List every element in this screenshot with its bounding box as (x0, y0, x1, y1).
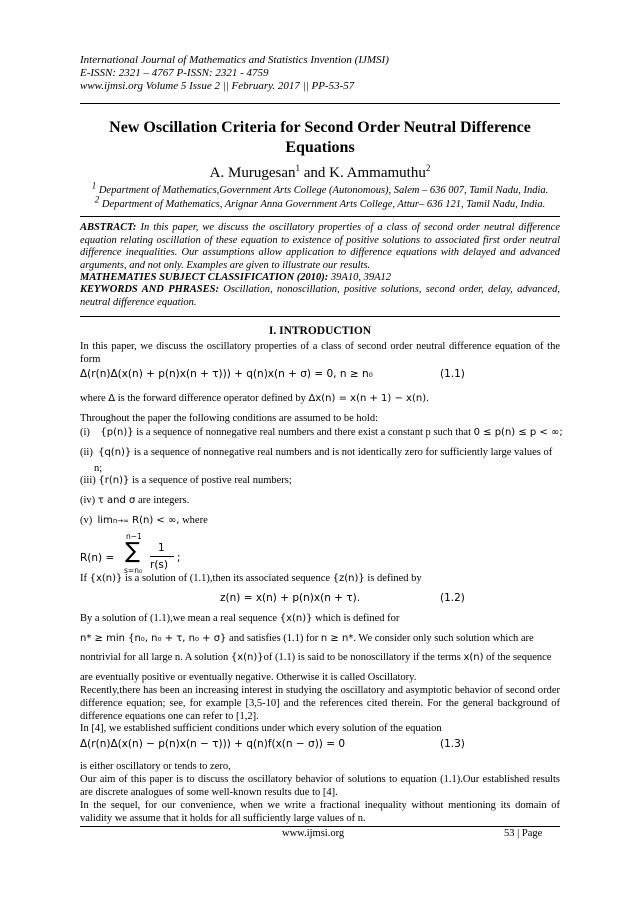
author-2-mark: 2 (425, 163, 431, 173)
abstract (80, 222, 560, 272)
author-2: and K. Ammamuthu (300, 165, 426, 181)
paper-title (80, 118, 560, 158)
sum-sign: ∑ (125, 539, 140, 564)
aim-paragraph: Our aim of this paper is to discuss the oscillatory behavior of solutions to equation (1.1).Our established results are discrete analogues of some well-known results due to [4]. (80, 774, 560, 798)
section-heading: I. INTRODUCTION (268, 325, 372, 337)
subject-classification: MATHEMATIES SUBJECT CLASSIFICATION (2010): 39A10, 39A12 (80, 272, 391, 283)
equation-1-2: z(n) = x(n) + p(n)x(n + τ). (220, 592, 361, 604)
abstract-text: In this paper, we discuss the oscillatory properties of a class of second order neutral difference equation relating oscillation of these equation to existence of positive solutions to associated first order neutral difference inequalities. Our assumptions allow application to difference equations with delayed and advanced arguments, and not only. Examples are given to illustrate our results. (80, 222, 560, 271)
keywords: KEYWORDS AND PHRASES: Oscillation, nonoscillation, positive solutions, second order, delay, advanced, neutral difference equation. (80, 284, 560, 308)
abstract-bottom-rule (80, 316, 560, 317)
fraction-numerator: 1 (158, 542, 165, 554)
journal-header (80, 54, 389, 93)
intro-paragraph: In this paper, we discuss the oscillatory properties of a class of second order neutral difference equation of the form (80, 341, 560, 365)
condition-iii: (iii) {r(n)} is a sequence of postive real numbers; (80, 475, 292, 486)
equation-1-3: Δ(r(n)Δ(x(n) − p(n)x(n − τ))) + q(n)f(x(n − σ)) = 0 (80, 738, 346, 750)
background-paragraph: Recently,there has been an increasing interest in studying the oscillatory and asymptotic behavior of second order difference equation; see, for example [3,5-10] and the references cited therein. For the general background of difference equations one can refer to [1,2]. (80, 685, 560, 722)
condition-iv: (iv) τ and σ are integers. (80, 495, 190, 506)
convention-paragraph: In the sequel, for our convenience, when we write a fractional inequality without mentioning its domain of validity we assume that it holds for all sufficiently large values of n. (80, 800, 560, 824)
prior-work-sentence: In [4], we established sufficient conditions under which every solution of the equation (80, 723, 442, 734)
condition-ii: (ii) {q(n)} is a sequence of nonnegative real numbers and is not identically zero for sufficiently large values of (80, 447, 553, 458)
equation-1-1: Δ(r(n)Δ(x(n) + p(n)x(n + τ))) + q(n)x(n + σ) = 0, n ≥ n₀ (80, 368, 373, 380)
affiliation-2: $^2$ Department of Mathematics, Arignar Anna Government Arts College, Attur– 636 121, Tamil Nadu, India. (94, 194, 546, 210)
journal-volume: www.ijmsi.org Volume 5 Issue 2 || February. 2017 || PP-53-57 (80, 80, 355, 92)
header-rule (80, 103, 560, 104)
abstract-top-rule (80, 216, 560, 217)
page-number: 53 | Page (504, 828, 543, 839)
condition-v: (v) limn→∞ R(n) < ∞, where (80, 515, 208, 526)
sum-lower: s=n₀ (124, 566, 142, 575)
title-line-2: Equations (285, 139, 355, 156)
conditions-intro: Throughout the paper the following conditions are assumed to be hold: (80, 413, 379, 424)
footer-rule (80, 826, 560, 827)
oscillatory-definition: are eventually positive or eventually negative. Otherwise it is called Oscillatory. (80, 672, 417, 683)
r-n-semicolon: ; (177, 552, 181, 564)
fraction-denominator: r(s) (150, 559, 168, 571)
difference-operator-definition: where Δ is the forward difference operator defined by Δx(n) = x(n + 1) − x(n). (80, 393, 429, 404)
r-n-lhs: R(n) = (80, 552, 115, 564)
author-1-mark: 1 (295, 163, 300, 173)
fraction-bar (150, 556, 174, 557)
oscillatory-or-zero-sentence: is either oscillatory or tends to zero, (80, 761, 231, 772)
equation-1-2-number: (1.2) (440, 592, 465, 604)
equation-1-3-number: (1.3) (440, 738, 465, 750)
solution-definition: By a solution of (1.1),we mean a real sequence {x(n)} which is defined for (80, 613, 400, 624)
condition-ii-continued: n; (94, 463, 103, 474)
journal-name: International Journal of Mathematics and Statistics Invention (IJMSI) (80, 54, 389, 66)
solution-condition-line: n* ≥ min {n₀, n₀ + τ, n₀ + σ} and satisfies (1.1) for n ≥ n*. We consider only such solution which are (80, 633, 534, 644)
equation-1-1-number: (1.1) (440, 368, 465, 380)
author-1: A. Murugesan (209, 165, 296, 181)
title-line-1: New Oscillation Criteria for Second Order Neutral Difference (109, 119, 531, 136)
author-line (80, 164, 560, 182)
affiliation-1: $^1$ Department of Mathematics,Government Arts College (Autonomous), Salem – 636 007, Tamil Nadu, India. (91, 180, 549, 196)
abstract-label: ABSTRACT: (80, 222, 137, 233)
journal-issn: E-ISSN: 2321 – 4767 P-ISSN: 2321 - 4759 (80, 67, 269, 79)
footer-url: www.ijmsi.org (282, 828, 345, 839)
condition-i: (i) {p(n)} is a sequence of nonnegative real numbers and there exist a constant p such that 0 ≤ p(n) ≤ p < ∞; (80, 427, 563, 438)
nonoscillatory-definition: nontrivial for all large n. A solution {x(n)}of (1.1) is said to be nonoscillatory if the terms x(n) of the sequence (80, 652, 552, 663)
sum-upper: n−1 (126, 532, 142, 541)
associated-sequence-sentence: If {x(n)} is a solution of (1.1),then its associated sequence {z(n)} is defined by (80, 573, 422, 584)
